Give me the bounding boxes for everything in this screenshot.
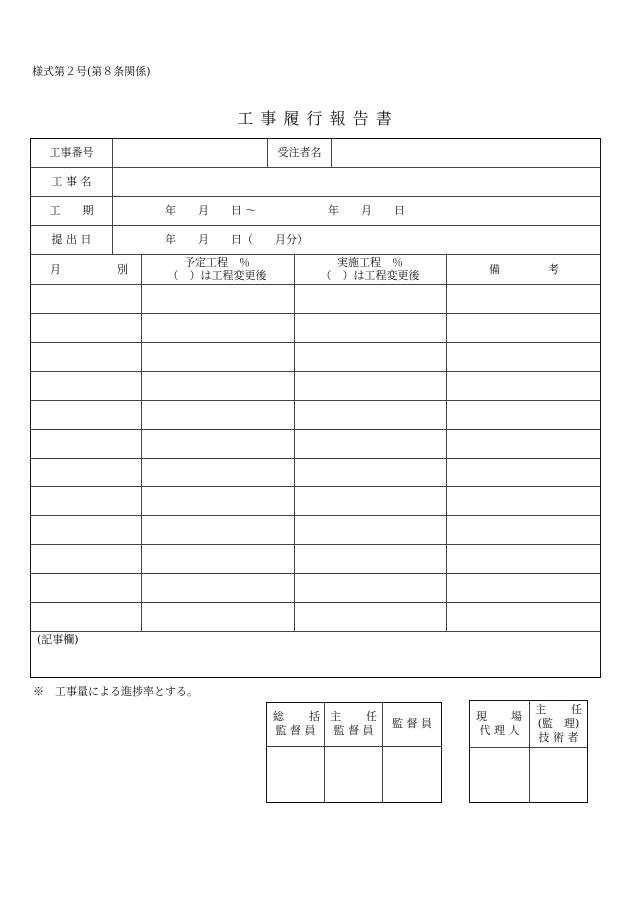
remarks-cell[interactable] (450, 378, 596, 397)
month-cell[interactable] (35, 522, 137, 541)
row-divider (31, 196, 600, 197)
actual-cell[interactable] (298, 580, 442, 599)
remarks-label: 備 (489, 263, 500, 276)
month-cell[interactable] (35, 320, 137, 339)
remarks-cell[interactable] (450, 320, 596, 339)
chief-supervisor-stamp-area[interactable] (326, 748, 381, 801)
chief-supervisor-label: 監 督 員 (333, 724, 374, 737)
table-row (31, 313, 600, 342)
planned-cell[interactable] (145, 522, 290, 541)
construction-name-field[interactable] (113, 169, 599, 195)
planned-cell[interactable] (145, 609, 290, 628)
actual-cell[interactable] (298, 407, 442, 426)
row-divider (31, 225, 600, 226)
progress-table-body (31, 284, 600, 631)
footnote: ※ 工事量による進捗率とする。 (33, 685, 198, 698)
planned-cell[interactable] (145, 378, 290, 397)
actual-cell[interactable] (298, 436, 442, 455)
site-agent-label (476, 711, 522, 723)
construction-name-label: 工 事 名 (51, 175, 92, 188)
actual-cell[interactable] (298, 609, 442, 628)
construction-number-field[interactable] (113, 140, 266, 166)
month-cell[interactable] (35, 378, 137, 397)
month-suffix: 別 (117, 263, 128, 276)
remarks-cell[interactable] (450, 551, 596, 570)
month-cell[interactable] (35, 551, 137, 570)
month-cell[interactable] (35, 349, 137, 368)
month-cell[interactable] (35, 407, 137, 426)
label-char: 主 (535, 703, 546, 716)
notes-divider (31, 631, 600, 632)
remarks-cell[interactable] (450, 580, 596, 599)
notes-field[interactable] (32, 648, 599, 676)
actual-header-line1: 実施工程 ％ (337, 256, 403, 269)
planned-cell[interactable] (145, 493, 290, 512)
planned-cell[interactable] (145, 465, 290, 484)
actual-cell[interactable] (298, 493, 442, 512)
remarks-cell[interactable] (450, 436, 596, 455)
page-title: 工 事 履 行 報 告 書 (237, 109, 393, 128)
label-char: 場 (511, 710, 522, 723)
period-label: 工 期 (49, 204, 94, 217)
row-divider (31, 167, 600, 168)
planned-cell[interactable] (145, 436, 290, 455)
site-agent-stamp-area[interactable] (471, 749, 528, 801)
stamp-divider (470, 747, 587, 748)
label-char: 現 (476, 710, 487, 723)
table-row (31, 371, 600, 400)
actual-cell[interactable] (298, 551, 442, 570)
table-row (31, 544, 600, 573)
chief-engineer-label: (監 理) (537, 717, 580, 730)
planned-header-line2: （ ）は工程変更後 (167, 269, 267, 282)
month-cell[interactable] (35, 290, 137, 309)
stamp-divider (267, 746, 441, 747)
general-supervisor-label: 監 督 員 (275, 724, 316, 737)
label-char: 任 (571, 703, 582, 716)
month-cell[interactable] (35, 493, 137, 512)
actual-cell[interactable] (298, 522, 442, 541)
label-char: 総 (273, 710, 284, 723)
planned-cell[interactable] (145, 551, 290, 570)
remarks-cell[interactable] (450, 522, 596, 541)
remarks-cell[interactable] (450, 407, 596, 426)
table-row (31, 515, 600, 544)
actual-cell[interactable] (298, 320, 442, 339)
table-row (31, 573, 600, 602)
period-end-text: 年 月 日 (328, 204, 405, 217)
site-agent-label: 代 理 人 (479, 724, 520, 737)
remarks-cell[interactable] (450, 465, 596, 484)
submission-date-text: 年 月 日（ 月分） (165, 233, 308, 246)
supervisor-label: 監 督 員 (392, 717, 432, 730)
actual-cell[interactable] (298, 465, 442, 484)
planned-cell[interactable] (145, 290, 290, 309)
actual-cell[interactable] (298, 349, 442, 368)
table-row (31, 342, 600, 371)
table-row (31, 458, 600, 487)
planned-cell[interactable] (145, 320, 290, 339)
month-cell[interactable] (35, 609, 137, 628)
planned-cell[interactable] (145, 407, 290, 426)
chief-supervisor-label (330, 711, 377, 723)
form-number: 様式第２号(第８条関係) (32, 65, 151, 78)
remarks-cell[interactable] (450, 609, 596, 628)
table-row (31, 429, 600, 458)
table-row (31, 400, 600, 429)
month-cell[interactable] (35, 580, 137, 599)
construction-number-label: 工事番号 (49, 146, 94, 159)
stamp-divider (324, 703, 325, 802)
label-char: 括 (309, 710, 320, 723)
remarks-cell[interactable] (450, 493, 596, 512)
actual-header-line2: （ ）は工程変更後 (320, 269, 420, 282)
table-row (31, 486, 600, 515)
actual-cell[interactable] (298, 378, 442, 397)
stamp-divider (529, 701, 530, 802)
period-start-text: 年 月 日 〜 (165, 204, 257, 217)
chief-engineer-label (535, 704, 582, 716)
planned-cell[interactable] (145, 349, 290, 368)
remarks-cell[interactable] (450, 349, 596, 368)
table-row (31, 284, 600, 313)
actual-cell[interactable] (298, 290, 442, 309)
notes-label: (記事欄) (37, 633, 79, 646)
remarks-cell[interactable] (450, 290, 596, 309)
remarks-label: 考 (548, 263, 559, 276)
label-char: 主 (330, 710, 341, 723)
chief-engineer-label: 技 術 者 (538, 731, 579, 744)
contractor-name-label: 受注者名 (277, 146, 322, 159)
supervisor-stamp-area[interactable] (384, 748, 440, 801)
chief-engineer-stamp-area[interactable] (531, 749, 586, 801)
label-char: 任 (366, 710, 377, 723)
month-label: 月 (50, 263, 61, 276)
contractor-name-field[interactable] (332, 140, 599, 166)
planned-cell[interactable] (145, 580, 290, 599)
table-row (31, 602, 600, 631)
month-cell[interactable] (35, 465, 137, 484)
planned-header-line1: 予定工程 ％ (184, 256, 250, 269)
submission-date-label: 提 出 日 (51, 233, 92, 246)
general-supervisor-label (273, 711, 320, 723)
month-cell[interactable] (35, 436, 137, 455)
general-supervisor-stamp-area[interactable] (268, 748, 323, 801)
row-divider (31, 254, 600, 255)
